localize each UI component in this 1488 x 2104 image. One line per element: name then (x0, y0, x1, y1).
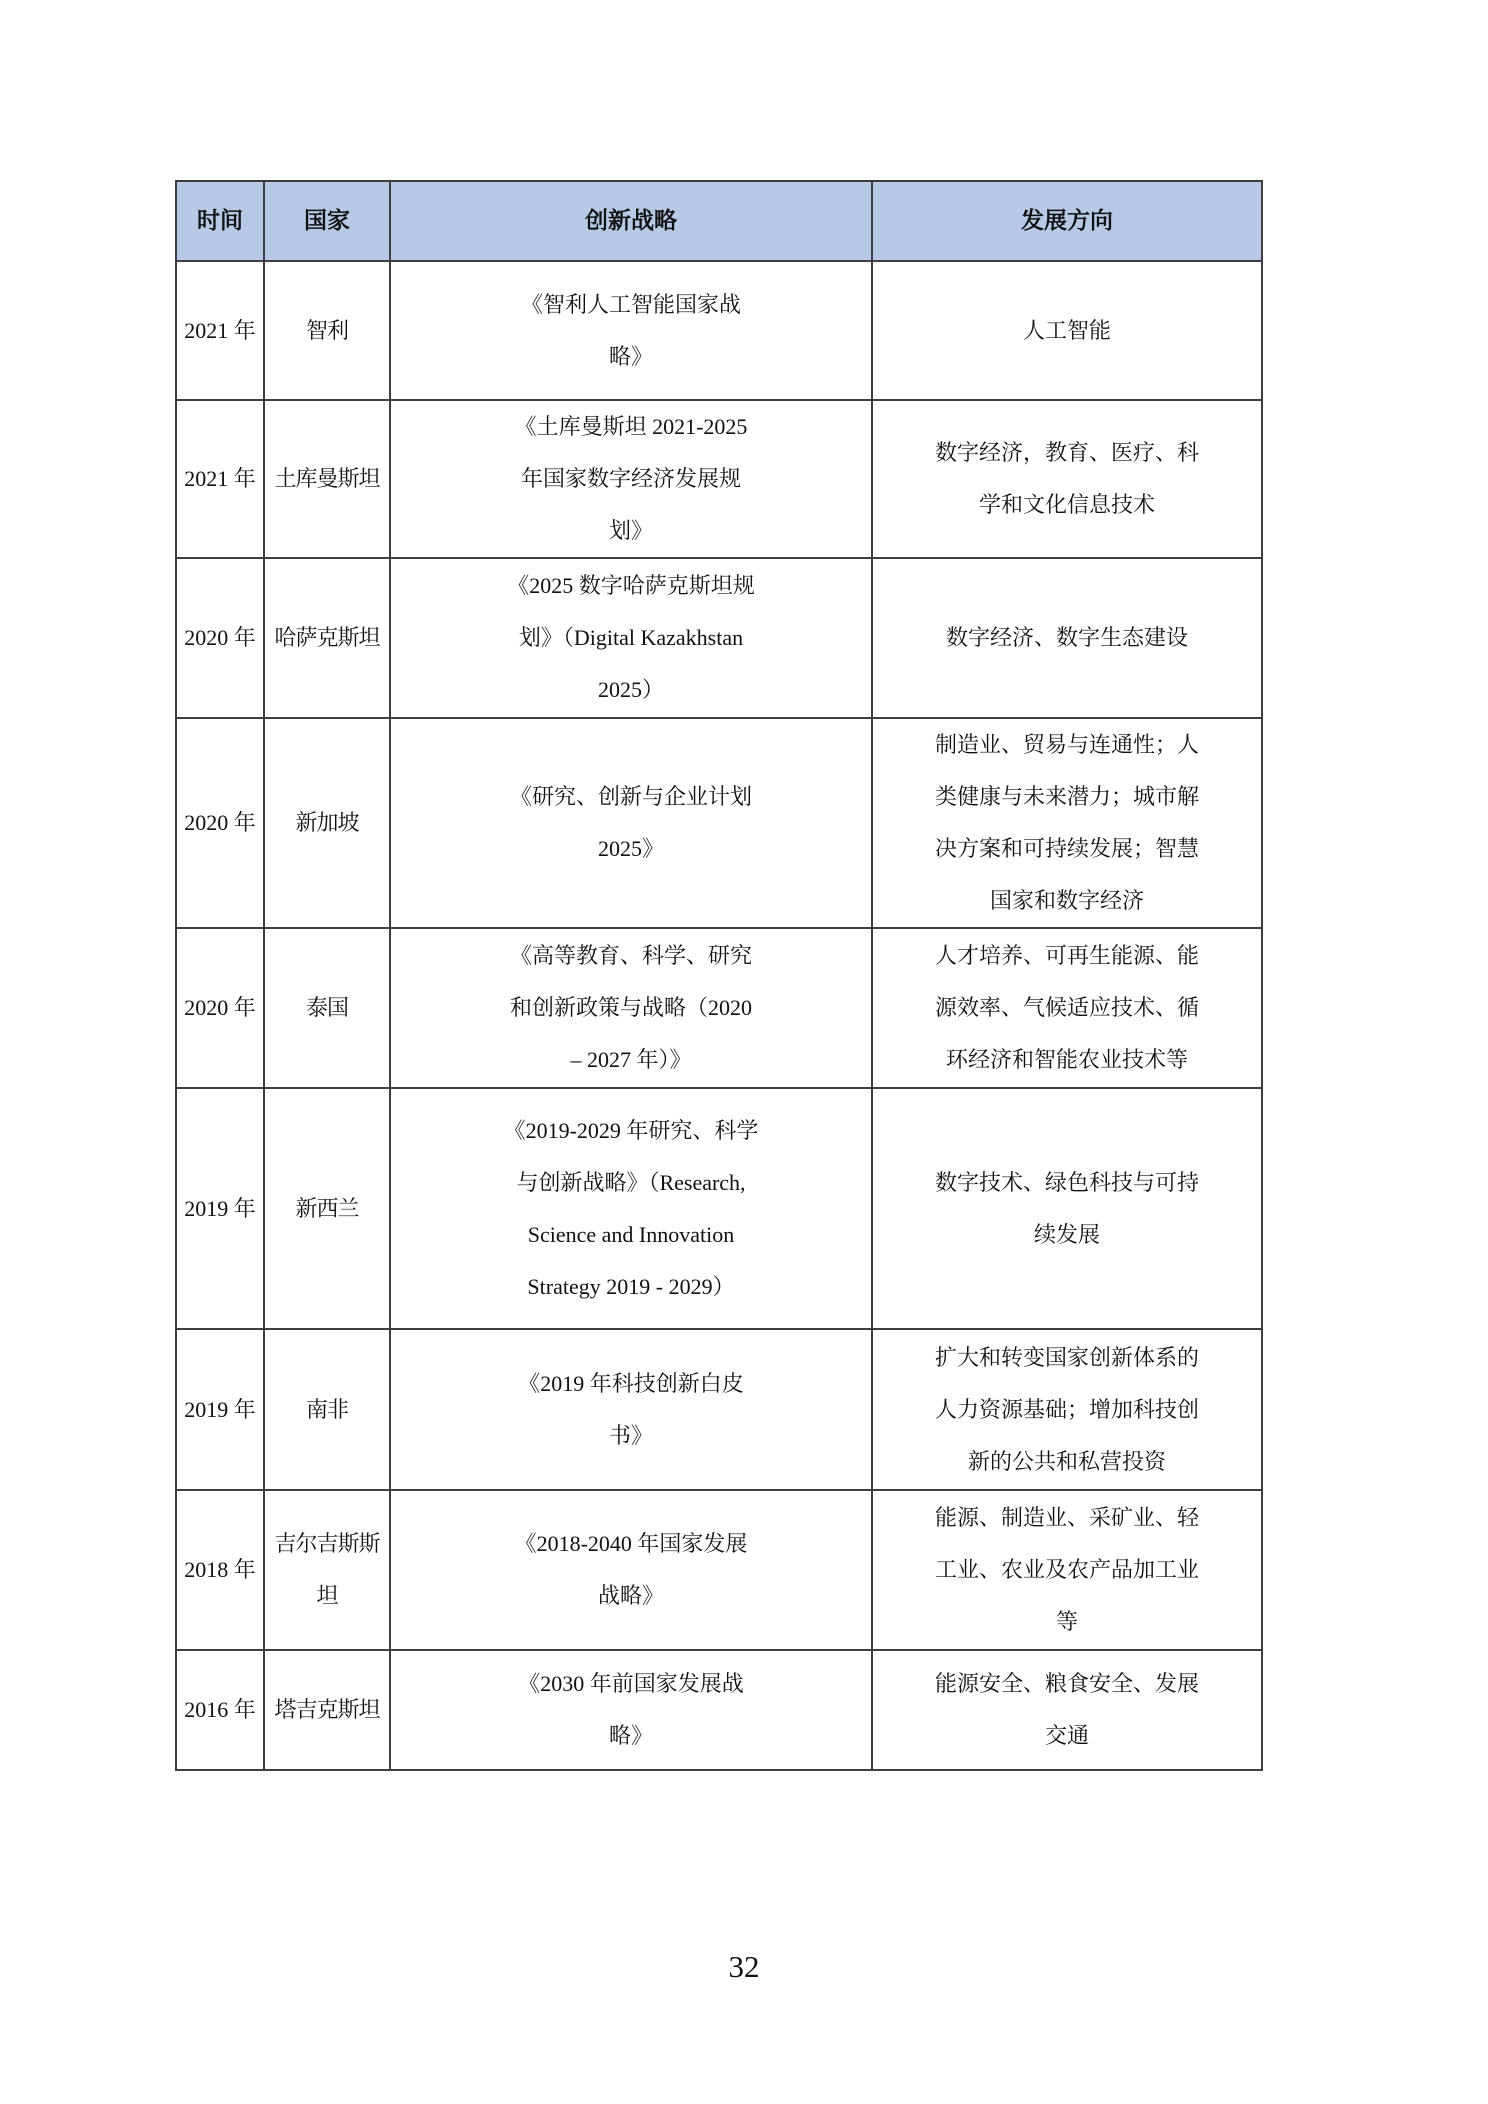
cell-time: 2020 年 (176, 558, 264, 718)
header-time: 时间 (176, 181, 264, 261)
cell-country: 土库曼斯坦 (264, 400, 390, 558)
table-row (176, 400, 1262, 558)
cell-strategy: 《2018-2040 年国家发展 战略》 (390, 1490, 872, 1650)
cell-direction: 人才培养、可再生能源、能 源效率、气候适应技术、循 环经济和智能农业技术等 (872, 928, 1262, 1088)
cell-direction: 能源、制造业、采矿业、轻 工业、农业及农产品加工业 等 (872, 1490, 1262, 1650)
cell-strategy: 《土库曼斯坦 2021-2025 年国家数字经济发展规 划》 (390, 400, 872, 558)
cell-country: 新加坡 (264, 718, 390, 928)
cell-direction: 人工智能 (872, 261, 1262, 400)
cell-strategy: 《2019 年科技创新白皮 书》 (390, 1329, 872, 1490)
cell-strategy: 《研究、创新与企业计划 2025》 (390, 718, 872, 928)
cell-country: 哈萨克斯坦 (264, 558, 390, 718)
page-number: 32 (728, 1949, 760, 1984)
cell-time: 2016 年 (176, 1650, 264, 1770)
cell-direction: 数字经济，教育、医疗、科 学和文化信息技术 (872, 400, 1262, 558)
cell-direction: 数字技术、绿色科技与可持 续发展 (872, 1088, 1262, 1329)
cell-direction: 数字经济、数字生态建设 (872, 558, 1262, 718)
table-row (176, 1329, 1262, 1490)
cell-country: 吉尔吉斯斯坦 (264, 1490, 390, 1650)
table-row (176, 261, 1262, 400)
cell-direction: 扩大和转变国家创新体系的 人力资源基础；增加科技创 新的公共和私营投资 (872, 1329, 1262, 1490)
cell-country: 泰国 (264, 928, 390, 1088)
cell-time: 2019 年 (176, 1088, 264, 1329)
cell-strategy: 《2030 年前国家发展战 略》 (390, 1650, 872, 1770)
table-row (176, 1490, 1262, 1650)
cell-time: 2021 年 (176, 400, 264, 558)
cell-time: 2020 年 (176, 718, 264, 928)
cell-strategy: 《智利人工智能国家战 略》 (390, 261, 872, 400)
cell-time: 2020 年 (176, 928, 264, 1088)
header-direction: 发展方向 (872, 181, 1262, 261)
table-row (176, 928, 1262, 1088)
cell-strategy: 《2025 数字哈萨克斯坦规 划》（Digital Kazakhstan 2025） (390, 558, 872, 718)
cell-country: 智利 (264, 261, 390, 400)
cell-country: 新西兰 (264, 1088, 390, 1329)
header-strategy: 创新战略 (390, 181, 872, 261)
cell-strategy: 《高等教育、科学、研究 和创新政策与战略（2020 – 2027 年）》 (390, 928, 872, 1088)
cell-time: 2019 年 (176, 1329, 264, 1490)
table-row (176, 1088, 1262, 1329)
table-row (176, 718, 1262, 928)
table-row (176, 1650, 1262, 1770)
table-row (176, 558, 1262, 718)
cell-country: 南非 (264, 1329, 390, 1490)
cell-time: 2018 年 (176, 1490, 264, 1650)
cell-strategy: 《2019-2029 年研究、科学 与创新战略》（Research, Science and Innovation Strategy 2019 - 2029） (390, 1088, 872, 1329)
cell-direction: 能源安全、粮食安全、发展 交通 (872, 1650, 1262, 1770)
cell-direction: 制造业、贸易与连通性；人 类健康与未来潜力；城市解 决方案和可持续发展；智慧 国家和数字经济 (872, 718, 1262, 928)
header-country: 国家 (264, 181, 390, 261)
cell-time: 2021 年 (176, 261, 264, 400)
header-row (176, 181, 1262, 261)
innovation-strategy-table (175, 180, 1263, 1771)
cell-country: 塔吉克斯坦 (264, 1650, 390, 1770)
